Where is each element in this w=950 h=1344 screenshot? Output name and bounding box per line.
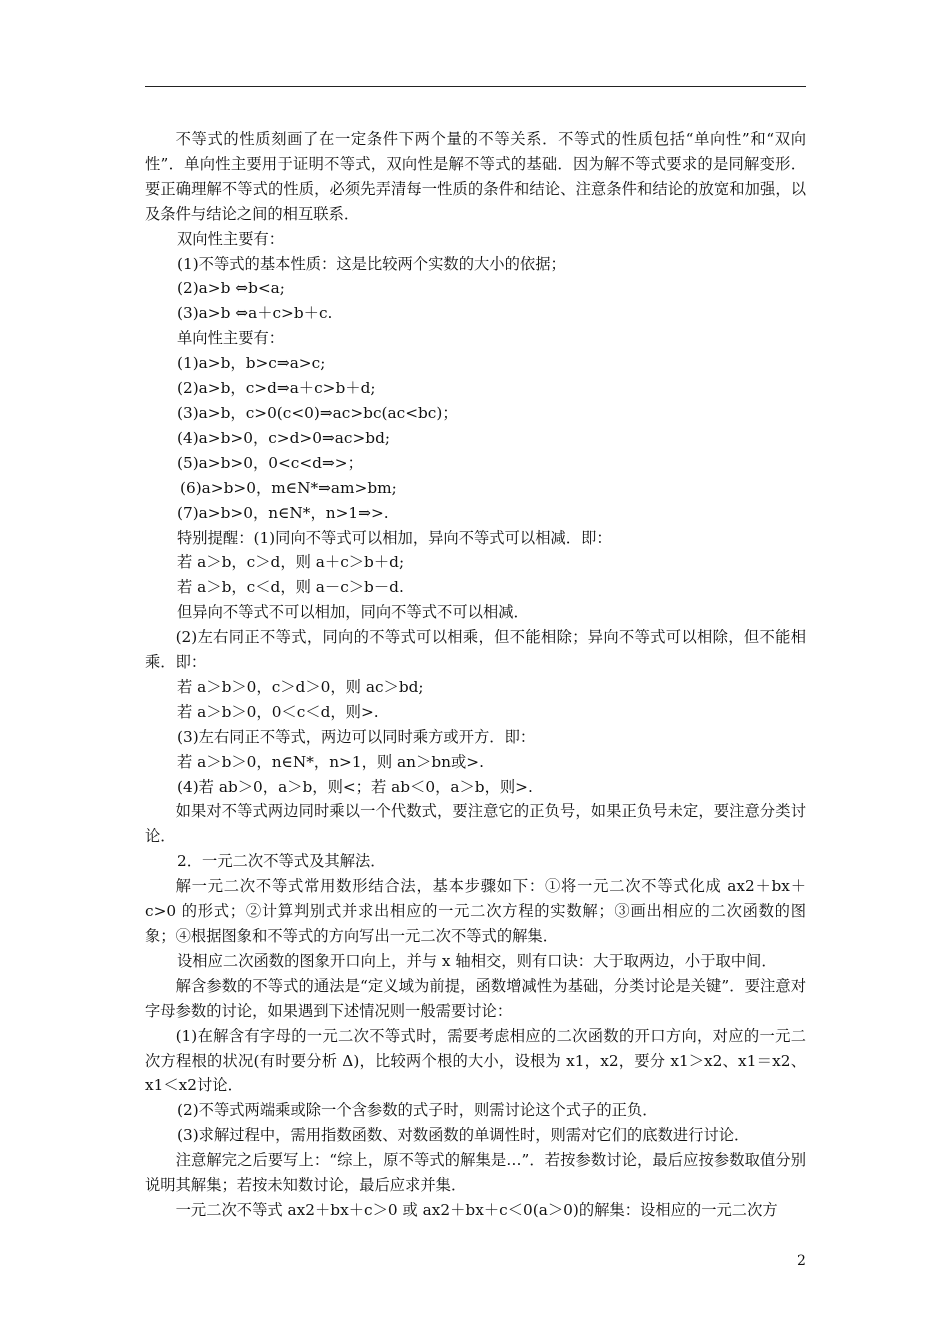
header-rule [145,86,806,87]
text-line: (4)a>b>0，c>d>0⇒ac>bd; [177,428,391,447]
text-line: (2)a>b，c>d⇒a＋c>b＋d; [177,379,376,398]
section-heading: 2．一元二次不等式及其解法． [177,852,386,871]
text-line: (6)a>b>0，m∈N*⇒am>bm; [180,478,397,497]
text-line: (2)不等式两端乘或除一个含参数的式子时，则需讨论这个式子的正负． [177,1101,658,1120]
text-line: 若 a＞b＞0，0＜c＜d，则>. [177,702,379,721]
text-line: (7)a>b>0，n∈N*，n>1⇒>. [177,503,389,522]
text-line: 双向性主要有： [177,229,285,248]
text-line: (3)求解过程中，需用指数函数、对数函数的单调性时，则需对它们的底数进行讨论． [177,1126,750,1145]
text-line: 若 a＞b，c＞d，则 a＋c＞b＋d; [177,553,405,572]
text-line: (3)a>b，c>0(c<0)⇒ac>bc(ac<bc)； [177,403,458,422]
text-line: 设相应二次函数的图象开口向上，并与 x 轴相交，则有口诀：大于取两边，小于取中间． [177,951,777,970]
text-line: (3)a>b ⇔a＋c>b＋c. [177,304,333,323]
text-line: 若 a＞b，c＜d，则 a－c＞b－d. [177,578,404,597]
page-number: 2 [797,1253,806,1269]
paragraph: 如果对不等式两边同时乘以一个代数式，要注意它的正负号，如果正负号未定，要注意分类讨论． [145,802,806,846]
text-line: (4)若 ab＞0，a＞b，则<；若 ab＜0，a＞b，则>. [177,777,533,796]
paragraph: (1)在解含有字母的一元二次不等式时，需要考虑相应的二次函数的开口方向，对应的一元二次方程根的状况(有时要分析 Δ)，比较两个根的大小，设根为 x1，x2，要分 x1＞x2、x1＝x2、x1＜x2讨论． [145,1026,806,1095]
text-line: 若 a＞b＞0，c＞d＞0，则 ac＞bd; [177,677,424,696]
text-line: (5)a>b>0，0<c<d⇒>； [177,453,363,472]
text-line: (1)不等式的基本性质：这是比较两个实数的大小的依据； [177,254,566,273]
paragraph: (2)左右同正不等式，同向的不等式可以相乘，但不能相除；异向不等式可以相除，但不能相乘．即： [145,628,806,672]
paragraph: 注意解完之后要写上：“综上，原不等式的解集是…”．若按参数讨论，最后应按参数取值分别说明其解集；若按未知数讨论，最后应求并集． [145,1151,806,1195]
paragraph: 不等式的性质刻画了在一定条件下两个量的不等关系．不等式的性质包括“单向性”和“双向性”．单向性主要用于证明不等式，双向性是解不等式的基础．因为解不等式要求的是同解变形．要正确理解不等式的性质，必须先弄清每一性质的条件和结论、注意条件和结论的放宽和加强，以及条件与结论之间的相互联系． [145,130,806,223]
text-line: 但异向不等式不可以相加，同向不等式不可以相减． [177,603,529,622]
paragraph: 一元二次不等式 ax2＋bx＋c＞0 或 ax2＋bx＋c＜0(a＞0)的解集：设相应的一元二次方 [175,1200,778,1219]
text-line: 特别提醒：(1)同向不等式可以相加，异向不等式可以相减．即： [177,528,612,547]
text-line: 单向性主要有： [177,329,285,348]
text-line: (3)左右同正不等式，两边可以同时乘方或开方．即： [177,727,536,746]
text-line: (2)a>b ⇔b<a; [177,279,285,298]
text-line: (1)a>b，b>c⇒a>c; [177,354,326,373]
body-text [145,127,806,1223]
paragraph: 解一元二次不等式常用数形结合法，基本步骤如下：①将一元二次不等式化成 ax2＋bx＋c>0 的形式；②计算判别式并求出相应的一元二次方程的实数解；③画出相应的二次函数的图象；④根据图象和不等式的方向写出一元二次不等式的解集． [145,877,806,945]
text-line: 若 a＞b＞0，n∈N*，n>1，则 an＞bn或>. [177,752,484,771]
paragraph: 解含参数的不等式的通法是“定义域为前提，函数增减性为基础，分类讨论是关键”．要注意对字母参数的讨论，如果遇到下述情况则一般需要讨论： [145,976,806,1020]
